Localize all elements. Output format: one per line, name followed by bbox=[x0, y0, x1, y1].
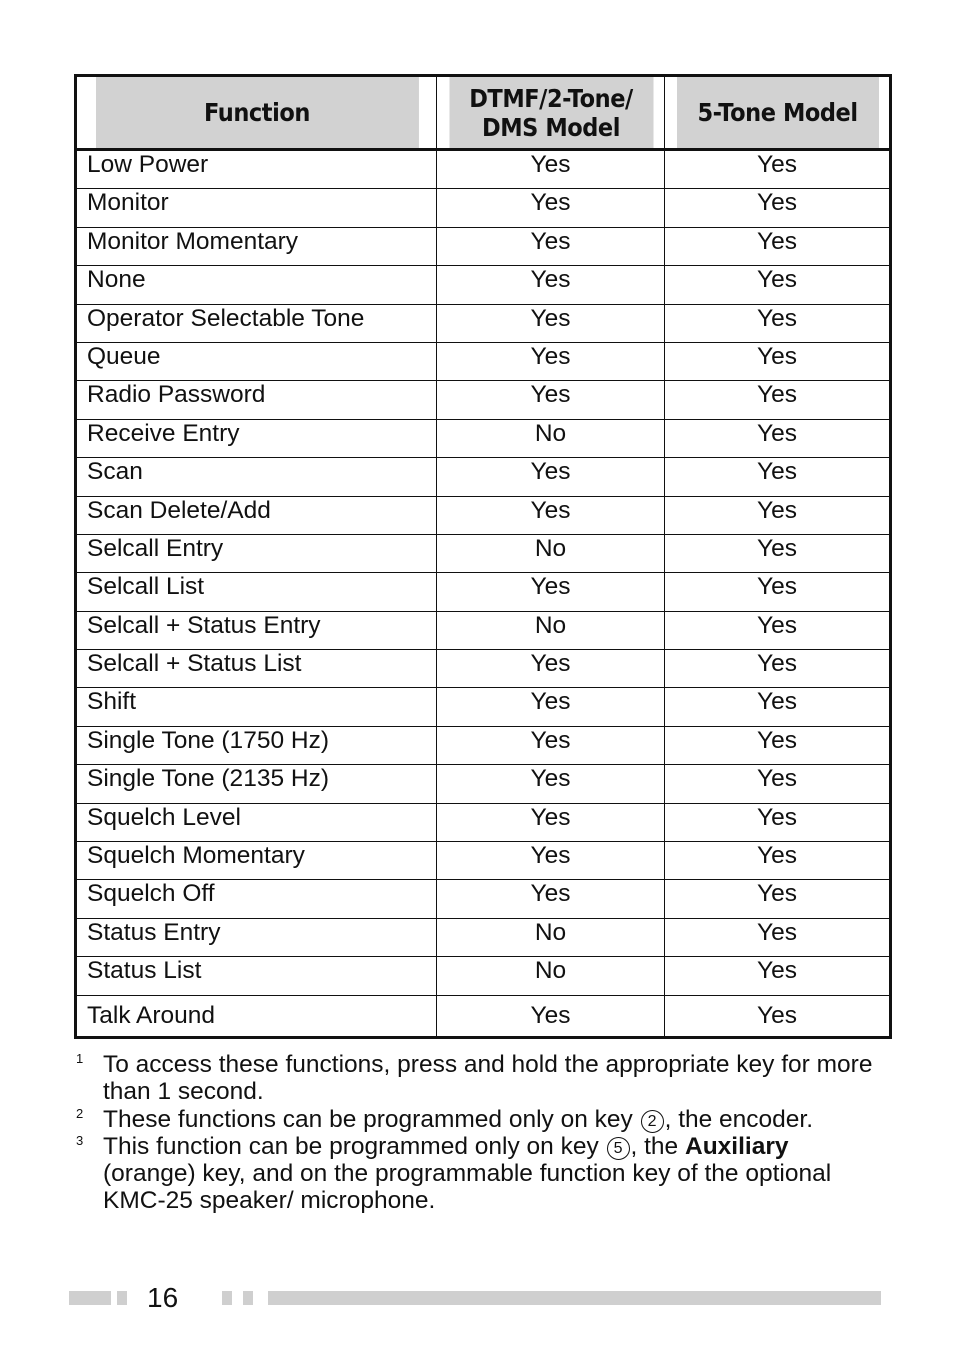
table-row bbox=[76, 419, 891, 457]
five-tone-model-cell: Yes bbox=[665, 803, 891, 841]
function-cell: Receive Entry bbox=[76, 419, 437, 457]
function-cell: Squelch Momentary bbox=[76, 842, 437, 880]
header-dtmf-model: DTMF/2-Tone/ DMS Model bbox=[448, 76, 653, 150]
table-row bbox=[76, 726, 891, 764]
table-row bbox=[76, 189, 891, 227]
function-cell: Status List bbox=[76, 957, 437, 995]
footer-bar-left bbox=[69, 1291, 111, 1305]
five-tone-model-cell: Yes bbox=[665, 266, 891, 304]
table-row bbox=[76, 534, 891, 572]
table-row bbox=[76, 304, 891, 342]
footnote-text: This function can be programmed only on key bbox=[103, 1132, 606, 1160]
five-tone-model-cell: Yes bbox=[665, 342, 891, 380]
function-cell: Single Tone (2135 Hz) bbox=[76, 765, 437, 803]
dtmf-model-cell: Yes bbox=[437, 342, 665, 380]
five-tone-model-cell: Yes bbox=[665, 765, 891, 803]
five-tone-model-cell: Yes bbox=[665, 726, 891, 764]
page-number: 16 bbox=[147, 1282, 179, 1313]
function-cell: Shift bbox=[76, 688, 437, 726]
table-row bbox=[76, 842, 891, 880]
function-cell: Selcall List bbox=[76, 573, 437, 611]
function-cell: Monitor bbox=[76, 189, 437, 227]
dtmf-model-cell: Yes bbox=[437, 150, 665, 189]
dtmf-model-cell: No bbox=[437, 611, 665, 649]
functions-table bbox=[74, 74, 892, 1039]
function-cell: Talk Around bbox=[76, 995, 437, 1037]
five-tone-model-cell: Yes bbox=[665, 189, 891, 227]
header-function: Function bbox=[94, 76, 419, 150]
dtmf-model-cell: Yes bbox=[437, 688, 665, 726]
five-tone-model-cell: Yes bbox=[665, 304, 891, 342]
five-tone-model-cell: Yes bbox=[665, 419, 891, 457]
dtmf-model-cell: No bbox=[437, 534, 665, 572]
dtmf-model-cell: Yes bbox=[437, 304, 665, 342]
five-tone-model-cell: Yes bbox=[665, 650, 891, 688]
function-cell: Queue bbox=[76, 342, 437, 380]
function-cell: Scan Delete/Add bbox=[76, 496, 437, 534]
five-tone-model-cell: Yes bbox=[665, 918, 891, 956]
dtmf-model-cell: Yes bbox=[437, 726, 665, 764]
five-tone-model-cell: Yes bbox=[665, 688, 891, 726]
five-tone-model-cell: Yes bbox=[665, 496, 891, 534]
table-row bbox=[76, 496, 891, 534]
function-cell: Monitor Momentary bbox=[76, 227, 437, 265]
five-tone-model-cell: Yes bbox=[665, 573, 891, 611]
table-row bbox=[76, 765, 891, 803]
table-row bbox=[76, 880, 891, 918]
dtmf-model-cell: Yes bbox=[437, 266, 665, 304]
dtmf-model-cell: Yes bbox=[437, 765, 665, 803]
footnote-text: These functions can be programmed only on key bbox=[103, 1105, 640, 1133]
table-row bbox=[76, 918, 891, 956]
footer-bar-right bbox=[268, 1291, 881, 1305]
key-2-icon: 2 bbox=[641, 1110, 664, 1133]
table-row bbox=[76, 650, 891, 688]
table-body bbox=[76, 150, 891, 1038]
footnote-marker: 2 bbox=[76, 1105, 84, 1121]
five-tone-model-cell: Yes bbox=[665, 458, 891, 496]
table-row bbox=[76, 150, 891, 189]
function-cell: Low Power bbox=[76, 150, 437, 189]
footnote-marker: 3 bbox=[76, 1132, 84, 1148]
five-tone-model-cell: Yes bbox=[665, 842, 891, 880]
dtmf-model-cell: Yes bbox=[437, 803, 665, 841]
function-cell: Radio Password bbox=[76, 381, 437, 419]
table-header-row bbox=[76, 76, 891, 150]
table-row bbox=[76, 688, 891, 726]
dtmf-model-cell: Yes bbox=[437, 496, 665, 534]
dtmf-model-cell: No bbox=[437, 957, 665, 995]
key-5-icon: 5 bbox=[607, 1137, 630, 1160]
table-row bbox=[76, 995, 891, 1037]
footnote-text: , the encoder. bbox=[664, 1105, 814, 1133]
five-tone-model-cell: Yes bbox=[665, 995, 891, 1037]
footer-bar-tick-2 bbox=[243, 1291, 253, 1305]
function-cell: Status Entry bbox=[76, 918, 437, 956]
table-row bbox=[76, 573, 891, 611]
dtmf-model-cell: No bbox=[437, 419, 665, 457]
table-row bbox=[76, 803, 891, 841]
table-row bbox=[76, 458, 891, 496]
five-tone-model-cell: Yes bbox=[665, 880, 891, 918]
dtmf-model-cell: Yes bbox=[437, 381, 665, 419]
footnote-3 bbox=[74, 1133, 884, 1215]
footnote-text: , the bbox=[630, 1132, 685, 1160]
footnote-2 bbox=[74, 1106, 884, 1133]
footer-bar-left-tick bbox=[117, 1291, 127, 1305]
function-cell: Scan bbox=[76, 458, 437, 496]
five-tone-model-cell: Yes bbox=[665, 611, 891, 649]
function-cell: Selcall Entry bbox=[76, 534, 437, 572]
dtmf-model-cell: Yes bbox=[437, 842, 665, 880]
dtmf-model-cell: Yes bbox=[437, 995, 665, 1037]
five-tone-model-cell: Yes bbox=[665, 957, 891, 995]
dtmf-model-cell: No bbox=[437, 918, 665, 956]
footer-bar-tick-1 bbox=[222, 1291, 232, 1305]
table-row bbox=[76, 266, 891, 304]
dtmf-model-cell: Yes bbox=[437, 573, 665, 611]
footnote-marker: 1 bbox=[76, 1051, 84, 1066]
header-five-tone-model: 5-Tone Model bbox=[676, 76, 879, 150]
dtmf-model-cell: Yes bbox=[437, 650, 665, 688]
table-row bbox=[76, 227, 891, 265]
function-cell: Operator Selectable Tone bbox=[76, 304, 437, 342]
five-tone-model-cell: Yes bbox=[665, 150, 891, 189]
dtmf-model-cell: Yes bbox=[437, 227, 665, 265]
function-cell: Selcall + Status List bbox=[76, 650, 437, 688]
dtmf-model-cell: Yes bbox=[437, 189, 665, 227]
function-cell: None bbox=[76, 266, 437, 304]
function-cell: Selcall + Status Entry bbox=[76, 611, 437, 649]
footnote-text: To access these functions, press and hold the appropriate key for more than 1 second. bbox=[103, 1051, 873, 1106]
dtmf-model-cell: Yes bbox=[437, 880, 665, 918]
footnote-1 bbox=[74, 1051, 884, 1106]
table-row bbox=[76, 957, 891, 995]
footnotes bbox=[74, 1051, 884, 1215]
table-row bbox=[76, 381, 891, 419]
dtmf-model-cell: Yes bbox=[437, 458, 665, 496]
table-row bbox=[76, 611, 891, 649]
five-tone-model-cell: Yes bbox=[665, 534, 891, 572]
five-tone-model-cell: Yes bbox=[665, 381, 891, 419]
function-cell: Squelch Off bbox=[76, 880, 437, 918]
five-tone-model-cell: Yes bbox=[665, 227, 891, 265]
footnote-text: (orange) key, and on the programmable function key of the optional KMC-25 speaker/ microphone. bbox=[103, 1160, 832, 1215]
function-cell: Single Tone (1750 Hz) bbox=[76, 726, 437, 764]
function-cell: Squelch Level bbox=[76, 803, 437, 841]
auxiliary-key-name: Auxiliary bbox=[685, 1132, 789, 1160]
table-row bbox=[76, 342, 891, 380]
